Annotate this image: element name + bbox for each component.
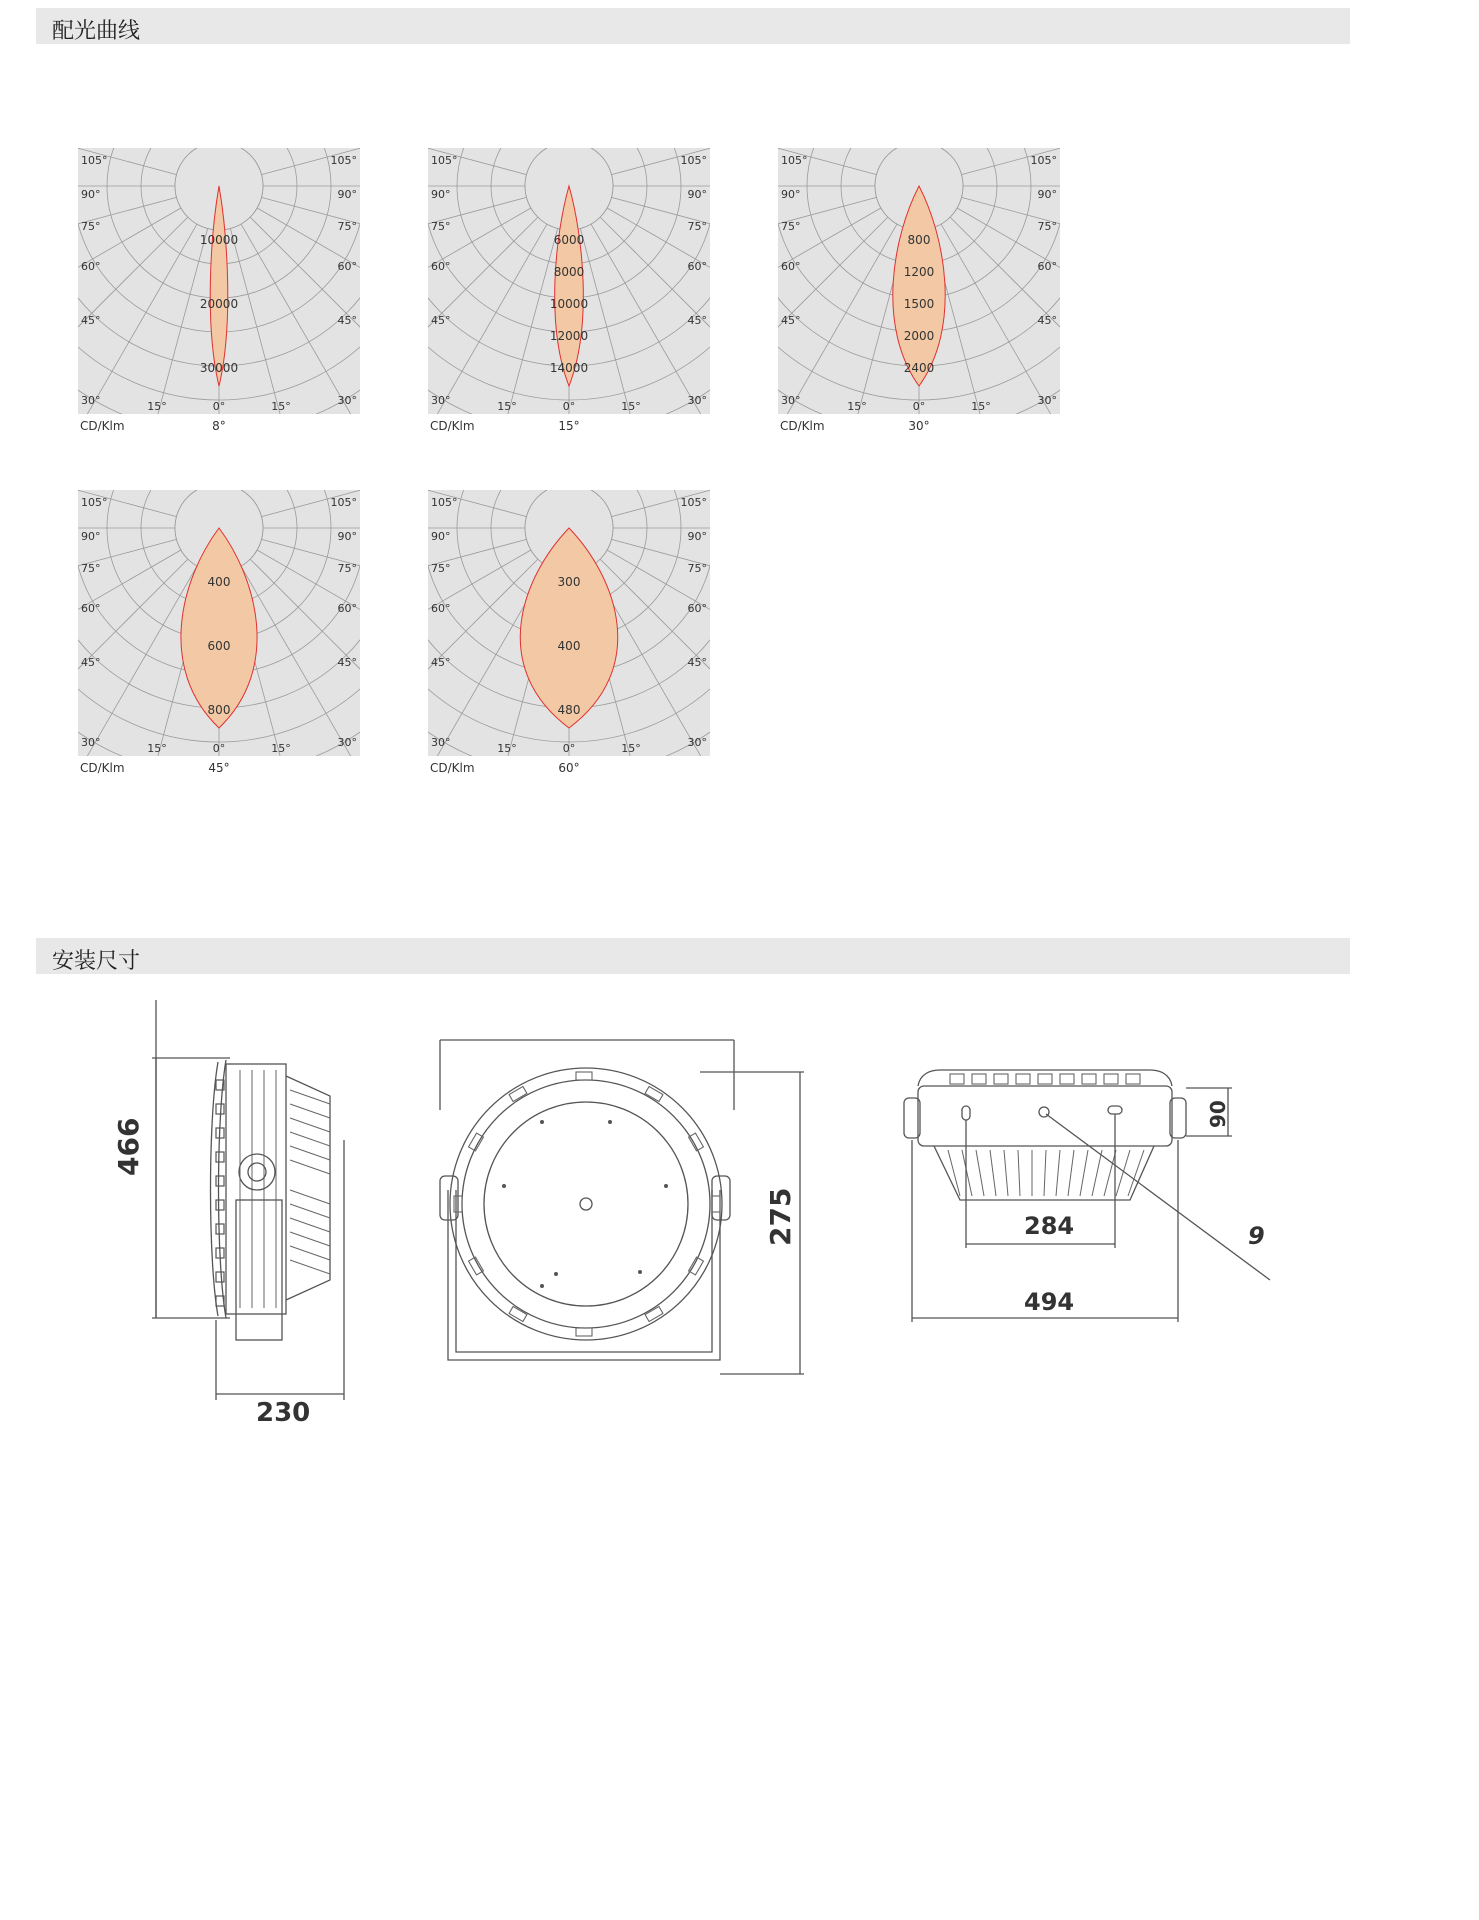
angle-label-left: 105°	[431, 154, 458, 167]
angle-label-right: 90°	[337, 530, 357, 543]
angle-label-left: 45°	[431, 656, 451, 669]
angle-label-right: 60°	[1037, 260, 1057, 273]
angle-label-bottom: 0°	[562, 400, 576, 413]
ring-value-label: 2400	[903, 361, 935, 375]
angle-label-left: 90°	[431, 530, 451, 543]
ring-value-label: 12000	[549, 329, 589, 343]
angle-label-left: 90°	[781, 188, 801, 201]
dim-top-depth: 90	[1206, 1100, 1230, 1128]
angle-label-right: 75°	[337, 562, 357, 575]
angle-label-bottom: 0°	[562, 742, 576, 755]
polar-chart-0	[78, 148, 360, 440]
angle-label-bottom: 15°	[971, 400, 991, 413]
unit-label: CD/Klm	[80, 761, 125, 775]
dim-overall-width: 494	[1024, 1288, 1075, 1316]
angle-label-left: 105°	[781, 154, 808, 167]
polar-radial	[962, 77, 1325, 174]
unit-label: CD/Klm	[780, 419, 825, 433]
ring-value-label: 10000	[199, 233, 239, 247]
angle-label-left: 75°	[781, 220, 801, 233]
polar-svg	[78, 490, 360, 782]
angle-label-left: 60°	[81, 602, 101, 615]
dim-hole-spacing: 284	[1024, 1212, 1075, 1240]
angle-label-bottom: 15°	[147, 400, 167, 413]
angle-label-right: 75°	[1037, 220, 1057, 233]
ring-value-label: 2000	[903, 329, 935, 343]
angle-label-left: 45°	[781, 314, 801, 327]
angle-label-left: 45°	[431, 314, 451, 327]
side-view-drawing	[152, 1000, 344, 1400]
angle-label-right: 45°	[337, 656, 357, 669]
polar-svg	[428, 490, 710, 782]
angle-label-left: 30°	[81, 394, 101, 407]
angle-label-left: 75°	[81, 562, 101, 575]
angle-label-right: 90°	[1037, 188, 1057, 201]
angle-label-bottom: 15°	[621, 400, 641, 413]
ring-value-label: 20000	[199, 297, 239, 311]
angle-label-right: 60°	[687, 602, 707, 615]
section-header-light-distribution	[36, 8, 1350, 44]
angle-label-right: 105°	[330, 496, 357, 509]
section-header-installation	[36, 938, 1350, 974]
angle-label-right: 75°	[687, 220, 707, 233]
angle-label-right: 90°	[687, 530, 707, 543]
angle-label-bottom: 15°	[497, 400, 517, 413]
angle-label-left: 45°	[81, 314, 101, 327]
ring-value-label: 10000	[549, 297, 589, 311]
polar-svg	[78, 148, 360, 440]
beam-angle-label: 60°	[558, 761, 580, 775]
angle-label-right: 45°	[337, 314, 357, 327]
angle-label-left: 30°	[781, 394, 801, 407]
polar-chart-2	[778, 148, 1060, 440]
beam-angle-label: 45°	[208, 761, 230, 775]
ring-value-label: 800	[907, 233, 931, 247]
angle-label-right: 90°	[687, 188, 707, 201]
ring-value-label: 14000	[549, 361, 589, 375]
angle-label-right: 105°	[1030, 154, 1057, 167]
angle-label-left: 90°	[81, 530, 101, 543]
ring-value-label: 800	[207, 703, 231, 717]
polar-chart-4	[428, 490, 710, 782]
polar-svg	[778, 148, 1060, 440]
dim-hole-diameter: 9	[1248, 1222, 1265, 1250]
angle-label-right: 45°	[687, 314, 707, 327]
ring-value-label: 30000	[199, 361, 239, 375]
unit-label: CD/Klm	[430, 761, 475, 775]
angle-label-bottom: 0°	[912, 400, 926, 413]
ring-value-label: 300	[557, 575, 581, 589]
angle-label-bottom: 15°	[847, 400, 867, 413]
dimension-drawings-svg	[0, 1000, 1479, 1440]
angle-label-right: 60°	[337, 602, 357, 615]
angle-label-bottom: 15°	[621, 742, 641, 755]
ring-value-label: 1200	[903, 265, 935, 279]
ring-value-label: 1500	[903, 297, 935, 311]
ring-value-label: 400	[207, 575, 231, 589]
angle-label-bottom: 0°	[212, 742, 226, 755]
angle-label-right: 105°	[680, 496, 707, 509]
angle-label-right: 30°	[337, 394, 357, 407]
angle-label-left: 105°	[81, 154, 108, 167]
angle-label-bottom: 15°	[271, 400, 291, 413]
angle-label-bottom: 15°	[271, 742, 291, 755]
angle-label-left: 75°	[81, 220, 101, 233]
ring-value-label: 8000	[553, 265, 585, 279]
installation-drawings	[0, 1000, 1479, 1440]
angle-label-left: 105°	[431, 496, 458, 509]
angle-label-left: 60°	[81, 260, 101, 273]
angle-label-right: 30°	[687, 736, 707, 749]
angle-label-left: 30°	[431, 736, 451, 749]
angle-label-left: 75°	[431, 562, 451, 575]
angle-label-right: 60°	[687, 260, 707, 273]
polar-chart-1	[428, 148, 710, 440]
angle-label-left: 90°	[81, 188, 101, 201]
angle-label-left: 60°	[431, 260, 451, 273]
front-view-drawing	[440, 1040, 804, 1374]
angle-label-left: 105°	[81, 496, 108, 509]
angle-label-right: 75°	[687, 562, 707, 575]
angle-label-left: 90°	[431, 188, 451, 201]
angle-label-right: 45°	[1037, 314, 1057, 327]
ring-value-label: 480	[557, 703, 581, 717]
angle-label-right: 45°	[687, 656, 707, 669]
section-title: 安装尺寸	[52, 949, 141, 974]
unit-label: CD/Klm	[430, 419, 475, 433]
angle-label-right: 60°	[337, 260, 357, 273]
ring-value-label: 600	[207, 639, 231, 653]
angle-label-right: 105°	[680, 154, 707, 167]
ring-value-label: 400	[557, 639, 581, 653]
angle-label-bottom: 0°	[212, 400, 226, 413]
angle-label-left: 60°	[781, 260, 801, 273]
angle-label-bottom: 15°	[497, 742, 517, 755]
polar-svg	[428, 148, 710, 440]
beam-angle-label: 30°	[908, 419, 930, 433]
ring-value-label: 6000	[553, 233, 585, 247]
dim-front-height: 275	[764, 1187, 797, 1246]
angle-label-right: 105°	[330, 154, 357, 167]
unit-label: CD/Klm	[80, 419, 125, 433]
angle-label-bottom: 15°	[147, 742, 167, 755]
angle-label-right: 30°	[1037, 394, 1057, 407]
angle-label-right: 90°	[337, 188, 357, 201]
angle-label-left: 45°	[81, 656, 101, 669]
section-title: 配光曲线	[52, 19, 141, 44]
dim-side-height: 466	[112, 1117, 145, 1176]
beam-angle-label: 15°	[558, 419, 580, 433]
dim-side-depth: 230	[256, 1398, 311, 1428]
angle-label-right: 75°	[337, 220, 357, 233]
angle-label-right: 30°	[687, 394, 707, 407]
angle-label-left: 75°	[431, 220, 451, 233]
polar-chart-3	[78, 490, 360, 782]
angle-label-left: 30°	[431, 394, 451, 407]
beam-angle-label: 8°	[212, 419, 226, 433]
angle-label-left: 60°	[431, 602, 451, 615]
angle-label-left: 30°	[81, 736, 101, 749]
angle-label-right: 30°	[337, 736, 357, 749]
